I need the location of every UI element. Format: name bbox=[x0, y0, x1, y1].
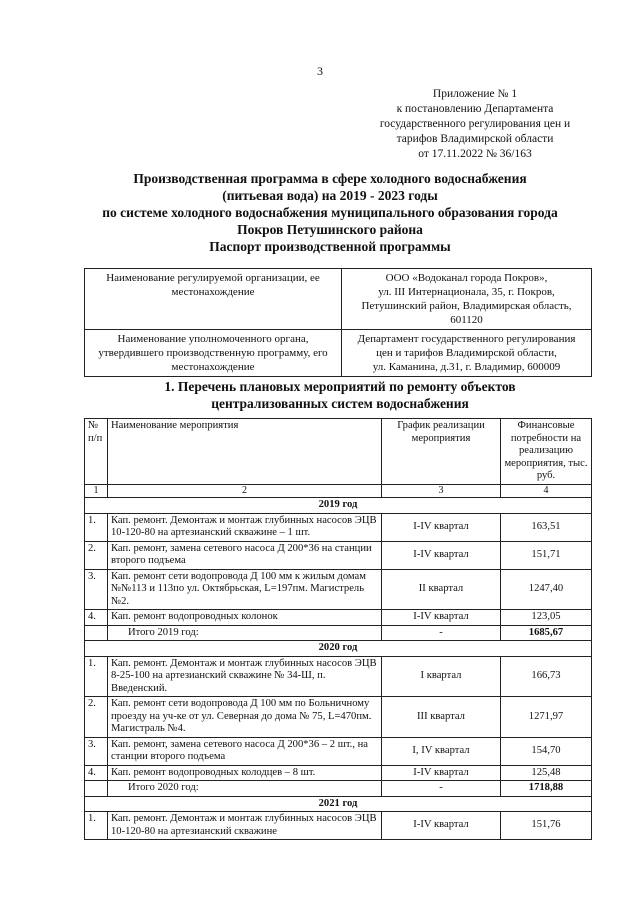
appendix-line: тарифов Владимирской области bbox=[396, 133, 554, 145]
passport-table bbox=[84, 268, 592, 377]
row-schedule: I-IV квартал bbox=[382, 513, 501, 541]
year-label: 2019 год bbox=[85, 498, 592, 514]
table-row bbox=[85, 765, 592, 781]
row-num: 4. bbox=[85, 610, 108, 626]
row-num: 3. bbox=[85, 569, 108, 610]
header-schedule: График реализации мероприятия bbox=[382, 419, 501, 485]
row-name: Кап. ремонт, замена сетевого насоса Д 200*36 на станции второго подъема bbox=[108, 541, 382, 569]
page-number: 3 bbox=[317, 64, 323, 78]
passport-value-line: ул. III Интернационала, 35, г. Покров, bbox=[378, 286, 555, 298]
index-cell: 1 bbox=[85, 484, 108, 498]
row-cost: 1271,97 bbox=[501, 697, 592, 738]
row-cost: 154,70 bbox=[501, 737, 592, 765]
table-row bbox=[85, 656, 592, 697]
title-line: Паспорт производственной программы bbox=[209, 239, 451, 254]
table-row bbox=[85, 569, 592, 610]
row-num: 1. bbox=[85, 513, 108, 541]
appendix-block bbox=[360, 87, 590, 162]
events-table bbox=[84, 418, 592, 840]
title-line: Покров Петушинского района bbox=[237, 222, 423, 237]
passport-value bbox=[342, 269, 592, 330]
index-cell: 3 bbox=[382, 484, 501, 498]
total-label: Итого 2019 год: bbox=[108, 625, 382, 641]
title-line: (питьевая вода) на 2019 - 2023 годы bbox=[222, 188, 438, 203]
row-num: 1. bbox=[85, 812, 108, 840]
row-cost: 151,76 bbox=[501, 812, 592, 840]
row-name: Кап. ремонт. Демонтаж и монтаж глубинных насосов ЭЦВ 10-120-80 на артезианский скважине bbox=[108, 812, 382, 840]
header-row bbox=[85, 419, 592, 485]
table-row bbox=[85, 541, 592, 569]
row-cost: 1247,40 bbox=[501, 569, 592, 610]
title-line: Производственная программа в сфере холодного водоснабжения bbox=[133, 171, 527, 186]
row-num: 1. bbox=[85, 656, 108, 697]
document-title bbox=[60, 170, 600, 255]
row-schedule: I-IV квартал bbox=[382, 610, 501, 626]
year-label: 2020 год bbox=[85, 641, 592, 657]
total-spacer bbox=[85, 625, 108, 641]
row-cost: 163,51 bbox=[501, 513, 592, 541]
passport-row bbox=[85, 269, 592, 330]
index-cell: 4 bbox=[501, 484, 592, 498]
row-schedule: I квартал bbox=[382, 656, 501, 697]
section-heading-line: централизованных систем водоснабжения bbox=[211, 396, 469, 411]
section-heading bbox=[100, 378, 580, 412]
row-cost: 125,48 bbox=[501, 765, 592, 781]
table-row bbox=[85, 737, 592, 765]
table-row bbox=[85, 610, 592, 626]
row-num: 4. bbox=[85, 765, 108, 781]
passport-value-line: ул. Каманина, д.31, г. Владимир, 600009 bbox=[372, 361, 561, 373]
row-name: Кап. ремонт сети водопровода Д 100 мм к жилым домам №№113 и 113по ул. Октябрьская, L=197пм. Магистрель №2. bbox=[108, 569, 382, 610]
row-name: Кап. ремонт водопроводных колонок bbox=[108, 610, 382, 626]
total-cost: 1685,67 bbox=[501, 625, 592, 641]
year-row bbox=[85, 796, 592, 812]
table-row bbox=[85, 513, 592, 541]
total-spacer bbox=[85, 781, 108, 797]
passport-value-line: Петушинский район, Владимирская область, bbox=[361, 300, 572, 312]
passport-row bbox=[85, 330, 592, 377]
appendix-line: государственного регулирования цен и bbox=[379, 118, 571, 130]
title-line: по системе холодного водоснабжения муниципального образования города bbox=[102, 205, 558, 220]
row-num: 2. bbox=[85, 697, 108, 738]
total-schedule: - bbox=[382, 625, 501, 641]
passport-value-line: ООО «Водоканал города Покров», bbox=[385, 272, 548, 284]
header-name: Наименование мероприятия bbox=[108, 419, 382, 485]
row-schedule: I-IV квартал bbox=[382, 812, 501, 840]
total-cost: 1718,88 bbox=[501, 781, 592, 797]
section-heading-line: 1. Перечень плановых мероприятий по ремонту объектов bbox=[164, 379, 516, 394]
year-label: 2021 год bbox=[85, 796, 592, 812]
row-cost: 151,71 bbox=[501, 541, 592, 569]
row-schedule: III квартал bbox=[382, 697, 501, 738]
row-schedule: II квартал bbox=[382, 569, 501, 610]
passport-value-line: Департамент государственного регулирования bbox=[357, 333, 576, 345]
row-name: Кап. ремонт. Демонтаж и монтаж глубинных насосов ЭЦВ 10-120-80 на артезианский скважине – 1 шт. bbox=[108, 513, 382, 541]
row-num: 3. bbox=[85, 737, 108, 765]
passport-label: Наименование регулируемой организации, ее местонахождение bbox=[85, 269, 342, 330]
row-name: Кап. ремонт. Демонтаж и монтаж глубинных насосов ЭЦВ 8-25-100 на артезианский скважине № 34-Ш, п. Введенский. bbox=[108, 656, 382, 697]
year-row bbox=[85, 498, 592, 514]
passport-label: Наименование уполномоченного органа, утвердившего производственную программу, его местонахождение bbox=[85, 330, 342, 377]
row-cost: 123,05 bbox=[501, 610, 592, 626]
header-cost: Финансовые потребности на реализацию мероприятия, тыс. руб. bbox=[501, 419, 592, 485]
row-name: Кап. ремонт сети водопровода Д 100 мм по Больничному проезду на уч-ке от ул. Северная до дома № 75, L=470пм. Магистраль №4. bbox=[108, 697, 382, 738]
year-row bbox=[85, 641, 592, 657]
appendix-line: к постановлению Департамента bbox=[396, 103, 554, 115]
appendix-line: от 17.11.2022 № 36/163 bbox=[418, 148, 532, 160]
passport-value bbox=[342, 330, 592, 377]
passport-value-line: цен и тарифов Владимирской области, bbox=[376, 347, 557, 359]
index-cell: 2 bbox=[108, 484, 382, 498]
header-num: № п/п bbox=[85, 419, 108, 485]
total-row bbox=[85, 781, 592, 797]
table-row bbox=[85, 697, 592, 738]
passport-value-line: 601120 bbox=[450, 314, 483, 326]
row-cost: 166,73 bbox=[501, 656, 592, 697]
table-row bbox=[85, 812, 592, 840]
row-num: 2. bbox=[85, 541, 108, 569]
index-row bbox=[85, 484, 592, 498]
row-name: Кап. ремонт водопроводных колодцев – 8 шт. bbox=[108, 765, 382, 781]
row-name: Кап. ремонт, замена сетевого насоса Д 200*36 – 2 шт., на станции второго подъема bbox=[108, 737, 382, 765]
row-schedule: I-IV квартал bbox=[382, 541, 501, 569]
row-schedule: I, IV квартал bbox=[382, 737, 501, 765]
appendix-line: Приложение № 1 bbox=[432, 88, 518, 100]
row-schedule: I-IV квартал bbox=[382, 765, 501, 781]
total-row bbox=[85, 625, 592, 641]
total-schedule: - bbox=[382, 781, 501, 797]
total-label: Итого 2020 год: bbox=[108, 781, 382, 797]
